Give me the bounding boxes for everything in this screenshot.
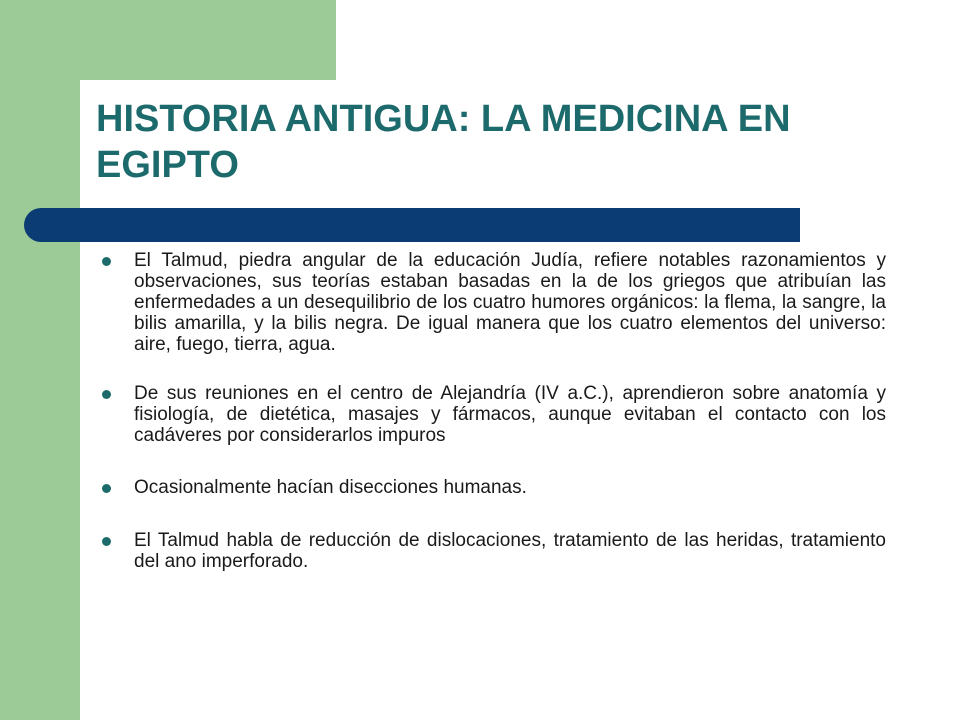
list-item [96, 530, 886, 572]
bullet-text: De sus reuniones en el centro de Alejandría (IV a.C.), aprendieron sobre anatomía y fisiología, de dietética, masajes y fármacos, aunque evitaban el contacto con los cadáveres por considerarlos impuros [134, 383, 886, 446]
bullet-dot-icon [102, 257, 111, 266]
bullet-dot-icon [102, 537, 111, 546]
bullet-dot-icon [102, 390, 111, 399]
bullet-text: El Talmud, piedra angular de la educación Judía, refiere notables razonamientos y observaciones, sus teorías estaban basadas en la de los griegos que atribuían las enfermedades a un desequilibrio de los cuatro humores orgánicos: la flema, la sangre, la bilis amarilla, y la bilis negra. De igual manera que los cuatro elementos del universo: aire, fuego, tierra, agua. [134, 250, 886, 355]
bullet-dot-icon [102, 484, 111, 493]
bullet-list [96, 250, 886, 604]
bullet-text: El Talmud habla de reducción de dislocaciones, tratamiento de las heridas, tratamiento del ano imperforado. [134, 530, 886, 572]
list-item [96, 477, 886, 498]
left-green-strip [0, 0, 80, 720]
top-green-block [80, 0, 336, 80]
bullet-text: Ocasionalmente hacían disecciones humanas. [134, 477, 527, 498]
list-item [96, 250, 886, 355]
title-underline-bar [24, 208, 800, 242]
list-item [96, 383, 886, 446]
slide-title: HISTORIA ANTIGUA: LA MEDICINA EN EGIPTO [96, 98, 791, 186]
